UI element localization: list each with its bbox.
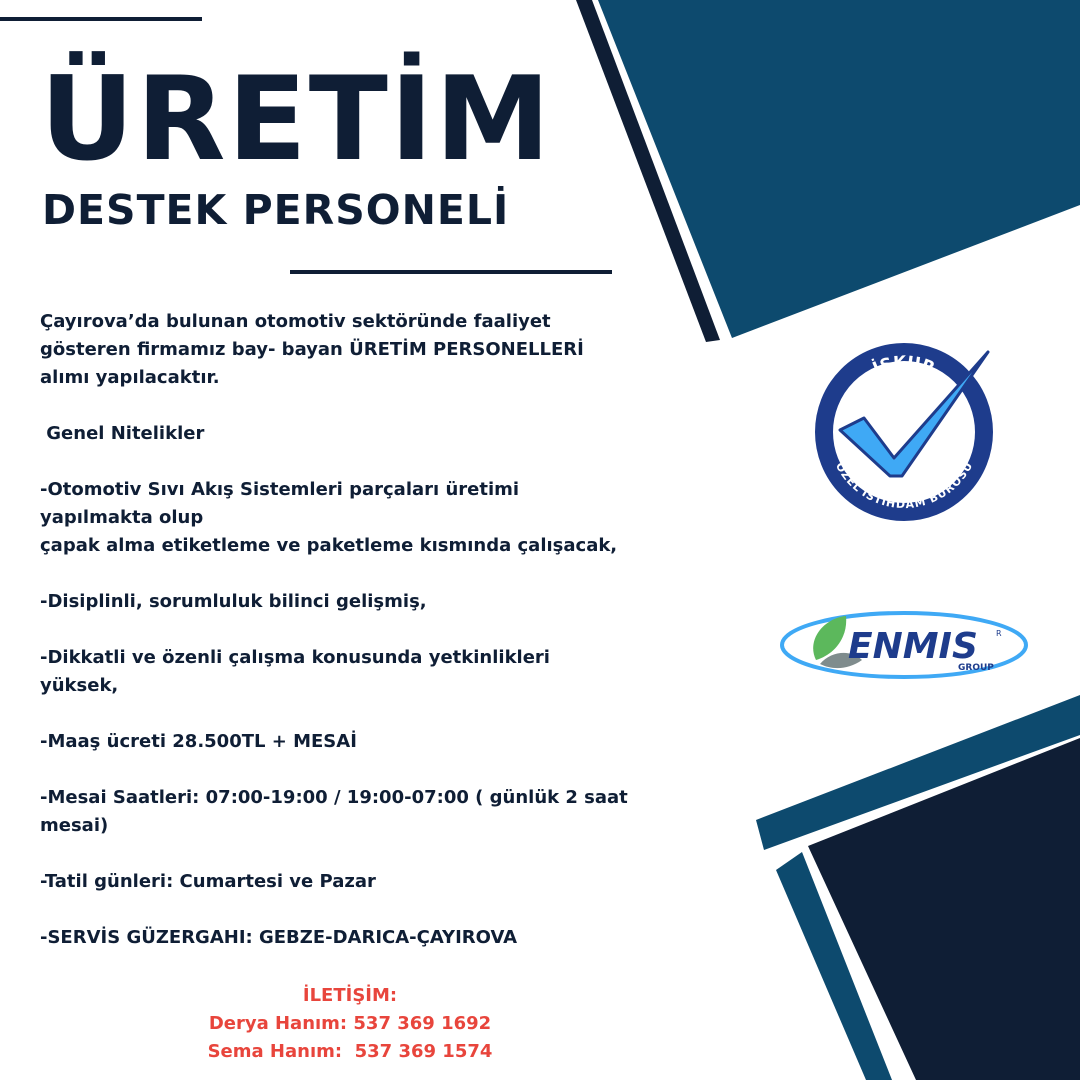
qualification-item: yapılmakta olup bbox=[40, 507, 204, 528]
enmis-name: ENMIS bbox=[848, 626, 978, 667]
iskur-top-text: İŞKUR bbox=[869, 352, 938, 380]
enmis-group: GROUP bbox=[958, 663, 994, 673]
salary-item: -Maaş ücreti 28.500TL + MESAİ bbox=[40, 731, 357, 752]
contact-section bbox=[150, 982, 550, 1066]
intro-line: Çayırova’da bulunan otomotiv sektöründe faaliyet bbox=[40, 311, 551, 332]
iskur-bottom-text: ÖZEL İSTİHDAM BÜROSU bbox=[832, 460, 976, 512]
service-route-item: -SERVİS GÜZERGAHI: GEBZE-DARICA-ÇAYIROVA bbox=[40, 927, 518, 948]
work-hours-item: mesai) bbox=[40, 815, 109, 836]
qualifications-heading: Genel Nitelikler bbox=[40, 423, 205, 444]
intro-line: gösteren firmamız bay- bayan ÜRETİM PERSONELLERİ bbox=[40, 339, 584, 360]
top-right-blue-panel bbox=[598, 0, 1080, 338]
job-description bbox=[40, 308, 670, 952]
title-underline-rule bbox=[290, 270, 612, 274]
enmis-registered: R bbox=[996, 629, 1002, 638]
holidays-item: -Tatil günleri: Cumartesi ve Pazar bbox=[40, 871, 376, 892]
contact-person[interactable]: Sema Hanım: 537 369 1574 bbox=[207, 1041, 493, 1062]
qualification-item: -Otomotiv Sıvı Akış Sistemleri parçaları üretimi bbox=[40, 479, 520, 500]
qualification-item: -Disiplinli, sorumluluk bilinci gelişmiş, bbox=[40, 591, 427, 612]
enmis-logo bbox=[776, 600, 1036, 690]
contact-person[interactable]: Derya Hanım: 537 369 1692 bbox=[208, 1013, 492, 1034]
title-main: ÜRETİM bbox=[40, 52, 553, 187]
work-hours-item: -Mesai Saatleri: 07:00-19:00 / 19:00-07:00 ( günlük 2 saat bbox=[40, 787, 628, 808]
contact-heading: İLETİŞİM: bbox=[302, 985, 398, 1006]
top-left-rule bbox=[0, 17, 202, 21]
qualification-item: -Dikkatli ve özenli çalışma konusunda yetkinlikleri bbox=[40, 647, 550, 668]
intro-line: alımı yapılacaktır. bbox=[40, 367, 220, 388]
qualification-item: yüksek, bbox=[40, 675, 119, 696]
iskur-logo bbox=[808, 338, 1008, 528]
qualification-item: çapak alma etiketleme ve paketleme kısmında çalışacak, bbox=[40, 535, 618, 556]
title-sub: DESTEK PERSONELİ bbox=[42, 186, 510, 234]
